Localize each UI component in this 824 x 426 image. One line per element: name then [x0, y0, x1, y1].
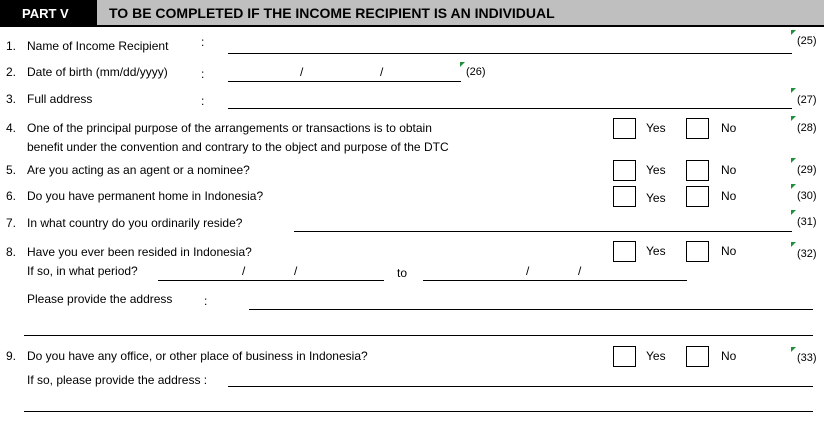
q8-period-label: If so, in what period? — [27, 264, 138, 278]
q4-label-continued: benefit under the convention and contrary to the object and purpose of the DTC — [27, 140, 449, 154]
q5-marker-icon — [791, 158, 796, 163]
q5-yes-label: Yes — [646, 163, 666, 177]
q5-number: 5. — [6, 163, 17, 177]
q3-field-ref: (27) — [797, 94, 817, 106]
q8-date-slash: / — [578, 264, 582, 278]
q8-label: Have you ever been resided in Indonesia? — [27, 245, 252, 259]
q9-address-field-line1[interactable] — [228, 386, 813, 387]
q6-number: 6. — [6, 189, 17, 203]
q8-marker-icon — [791, 242, 796, 247]
q3-number: 3. — [6, 92, 17, 106]
q8-to-label: to — [397, 266, 408, 280]
q2-birthdate-field[interactable] — [228, 81, 461, 82]
q2-field-ref: (26) — [466, 66, 486, 78]
q6-no-checkbox[interactable] — [686, 186, 709, 207]
q8-address-colon: : — [204, 294, 208, 308]
q1-label: Name of Income Recipient — [27, 39, 169, 53]
q2-number: 2. — [6, 65, 17, 79]
q7-number: 7. — [6, 216, 17, 230]
q6-field-ref: (30) — [797, 190, 817, 202]
q8-date-slash: / — [242, 264, 246, 278]
q5-no-label: No — [721, 163, 737, 177]
q6-marker-icon — [791, 184, 796, 189]
q8-field-ref: (32) — [797, 248, 817, 260]
q8-date-slash: / — [294, 264, 298, 278]
q8-no-label: No — [721, 244, 737, 258]
q2-colon: : — [201, 67, 205, 81]
q4-label: One of the principal purpose of the arrangements or transactions is to obtain — [27, 121, 432, 135]
q9-yes-label: Yes — [646, 349, 666, 363]
section-title: TO BE COMPLETED IF THE INCOME RECIPIENT IS AN INDIVIDUAL — [97, 0, 824, 27]
q4-no-label: No — [721, 121, 737, 135]
q9-no-checkbox[interactable] — [686, 346, 709, 367]
part-label: PART V — [0, 0, 97, 27]
q9-address-field-line2[interactable] — [24, 411, 813, 412]
q1-number: 1. — [6, 39, 17, 53]
q1-field-ref: (25) — [797, 35, 817, 47]
q9-field-ref: (33) — [797, 352, 817, 364]
q9-label: Do you have any office, or other place of business in Indonesia? — [27, 349, 368, 363]
q9-marker-icon — [791, 347, 796, 352]
q8-date-slash: / — [526, 264, 530, 278]
q3-colon: : — [201, 94, 205, 108]
q2-date-slash: / — [380, 65, 384, 79]
q7-marker-icon — [791, 210, 796, 215]
q4-no-checkbox[interactable] — [686, 118, 709, 139]
q6-yes-label: Yes — [646, 191, 666, 205]
q4-field-ref: (28) — [797, 122, 817, 134]
q7-country-field[interactable] — [294, 231, 792, 232]
q8-address-field-line1[interactable] — [249, 309, 813, 310]
q6-label: Do you have permanent home in Indonesia? — [27, 189, 264, 203]
q4-yes-label: Yes — [646, 121, 666, 135]
q8-yes-label: Yes — [646, 244, 666, 258]
q2-marker-icon — [460, 62, 465, 67]
q8-address-field-line2[interactable] — [24, 335, 813, 336]
q3-marker-icon — [791, 88, 796, 93]
q8-number: 8. — [6, 245, 17, 259]
q9-yes-checkbox[interactable] — [613, 346, 636, 367]
q8-address-label: Please provide the address — [27, 292, 173, 306]
q8-period-to-field[interactable] — [423, 280, 687, 281]
q5-yes-checkbox[interactable] — [613, 160, 636, 181]
q1-marker-icon — [791, 30, 796, 35]
q7-field-ref: (31) — [797, 216, 817, 228]
q8-no-checkbox[interactable] — [686, 241, 709, 262]
q8-period-from-field[interactable] — [158, 280, 384, 281]
q7-label: In what country do you ordinarily reside? — [27, 216, 243, 230]
q3-address-field[interactable] — [228, 108, 792, 109]
q6-yes-checkbox[interactable] — [613, 186, 636, 207]
q4-number: 4. — [6, 121, 17, 135]
q4-marker-icon — [791, 116, 796, 121]
q8-yes-checkbox[interactable] — [613, 241, 636, 262]
q9-address-label: If so, please provide the address : — [27, 373, 208, 387]
q5-no-checkbox[interactable] — [686, 160, 709, 181]
q6-no-label: No — [721, 189, 737, 203]
q1-colon: : — [201, 35, 205, 49]
q5-field-ref: (29) — [797, 164, 817, 176]
q4-yes-checkbox[interactable] — [613, 118, 636, 139]
q1-name-field[interactable] — [228, 53, 792, 54]
q5-label: Are you acting as an agent or a nominee? — [27, 163, 250, 177]
q9-number: 9. — [6, 349, 17, 363]
q3-label: Full address — [27, 92, 93, 106]
q2-date-slash: / — [300, 65, 304, 79]
q2-label: Date of birth (mm/dd/yyyy) — [27, 65, 168, 79]
q9-no-label: No — [721, 349, 737, 363]
